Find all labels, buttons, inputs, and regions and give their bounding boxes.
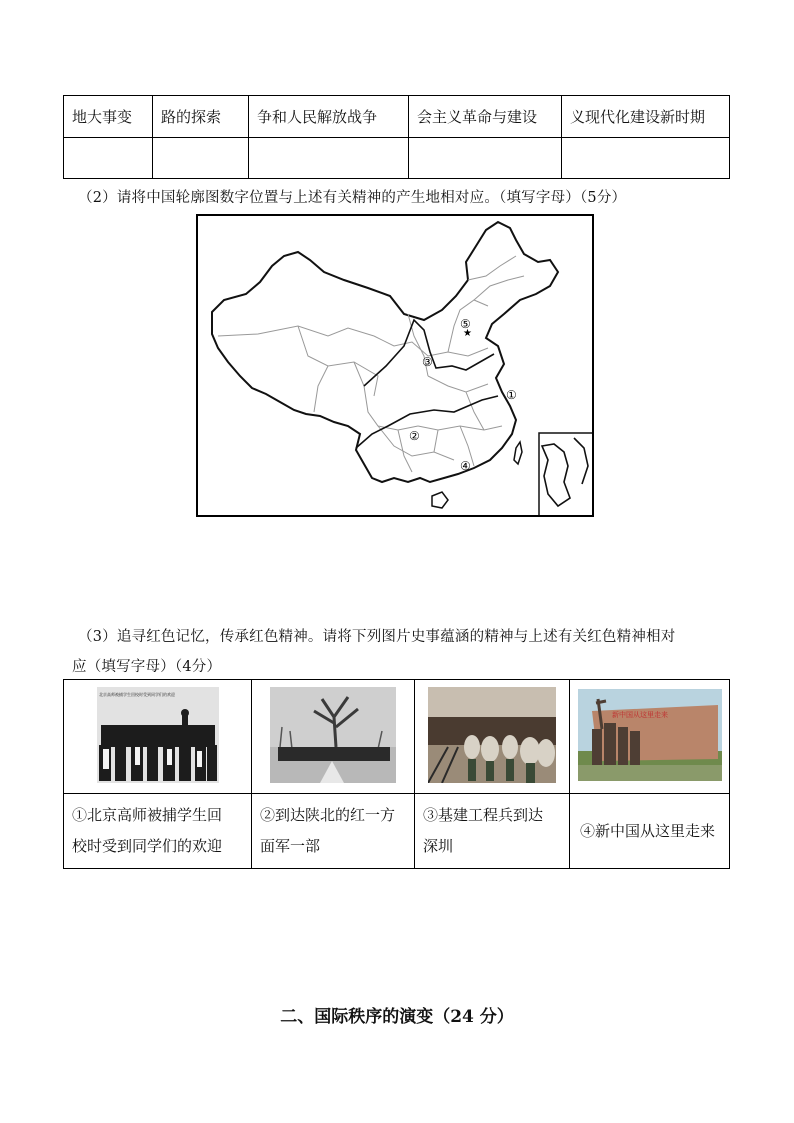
era-header-1: 地大事变 xyxy=(64,96,153,138)
caption-3-line2: 深圳 xyxy=(423,837,454,855)
photo-cell-4 xyxy=(570,680,730,794)
section-title: 二、国际秩序的演变（24 分） xyxy=(280,1007,514,1027)
era-header-3: 争和人民解放战争 xyxy=(249,96,409,138)
photo-table xyxy=(63,679,730,869)
question-3-line1: （3）追寻红色记忆，传承红色精神。请将下列图片史事蕴涵的精神与上述有关红色精神相对 xyxy=(78,629,676,645)
beijing-star-icon: ★ xyxy=(463,328,472,339)
photo-1-banner-text: 北京高师被捕学生回校时受到同学们的欢迎 xyxy=(98,691,175,697)
era-header-5: 义现代化建设新时期 xyxy=(562,96,730,138)
caption-cell-3 xyxy=(415,794,570,869)
map-marker-5: ⑤ xyxy=(460,317,471,331)
photo-sculpture xyxy=(578,689,722,781)
caption-cell-2 xyxy=(252,794,415,869)
china-border xyxy=(212,222,558,482)
caption-2-line1: ②到达陕北的红一方 xyxy=(260,806,396,824)
map-marker-1: ① xyxy=(506,388,517,402)
china-outline-map xyxy=(196,214,594,517)
map-marker-3: ③ xyxy=(422,355,433,369)
era-header-2: 路的探索 xyxy=(153,96,249,138)
caption-1-line1: ①北京高师被捕学生回 xyxy=(72,806,223,824)
photo-cell-1 xyxy=(64,680,252,794)
caption-cell-1 xyxy=(64,794,252,869)
answer-cell-2[interactable] xyxy=(153,138,249,179)
photo-engineering-soldiers xyxy=(428,687,556,783)
question-2: （2）请将中国轮廓图数字位置与上述有关精神的产生地相对应。（填写字母）（5分） xyxy=(78,190,627,206)
caption-3-line1: ③基建工程兵到达 xyxy=(423,806,544,824)
caption-1-line2: 校时受到同学们的欢迎 xyxy=(72,837,223,855)
hainan-island xyxy=(432,492,448,508)
photo-cell-3 xyxy=(415,680,570,794)
era-table xyxy=(63,95,730,179)
answer-cell-4[interactable] xyxy=(409,138,562,179)
answer-cell-3[interactable] xyxy=(249,138,409,179)
era-header-4: 会主义革命与建设 xyxy=(409,96,562,138)
photo-students-welcome xyxy=(97,687,219,783)
taiwan-island xyxy=(514,442,522,464)
map-marker-2: ② xyxy=(409,429,420,443)
caption-2-line2: 面军一部 xyxy=(260,837,321,855)
map-svg xyxy=(198,216,592,515)
yangtze-river xyxy=(356,396,498,448)
question-3-line2: 应（填写字母）（4分） xyxy=(72,659,222,675)
caption-cell-4 xyxy=(570,794,730,869)
answer-cell-5[interactable] xyxy=(562,138,730,179)
answer-cell-1[interactable] xyxy=(64,138,153,179)
map-marker-4: ④ xyxy=(460,459,471,473)
photo-cell-2 xyxy=(252,680,415,794)
caption-4-line1: ④新中国从这里走来 xyxy=(580,821,716,840)
photo-4-sculpture-text: 新中国从这里走来 xyxy=(611,710,668,719)
photo-red-army-shaanbei xyxy=(270,687,396,783)
